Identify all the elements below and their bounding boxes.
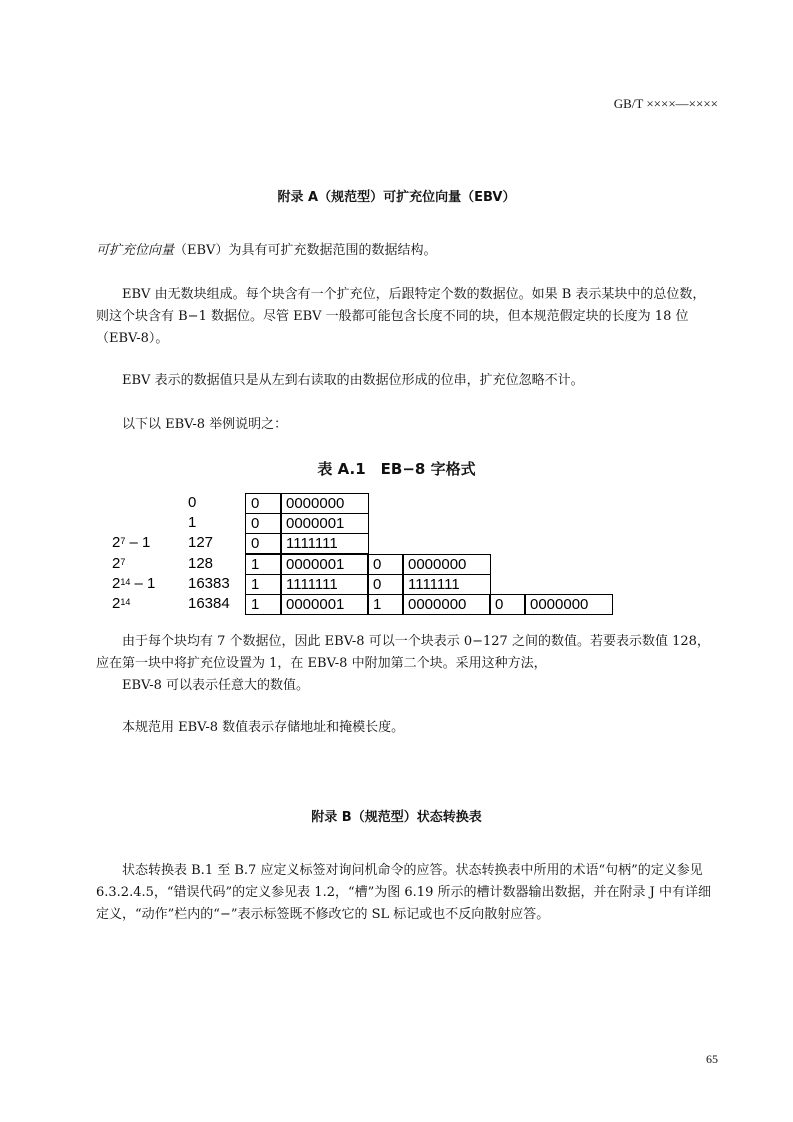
paragraph-example-intro: 以下以 EBV-8 举例说明之：: [122, 417, 288, 432]
data-bits-cell: 0000001: [280, 554, 369, 575]
paragraph-block-explanation: 由于每个块均有 7 个数据位，因此 EBV-8 可以一个块表示 0−127 之间的数值。若要表示数值 128，应在第一块中将扩充位设置为 1，在 EBV-8 中附加第二个块。采用这种方法，: [96, 634, 710, 671]
data-bits-cell: 0000001: [280, 513, 369, 534]
extension-bit-cell: 0: [489, 594, 526, 615]
row-value: 128: [188, 554, 214, 572]
row-value: 127: [188, 534, 214, 552]
exponent: 7: [120, 556, 126, 567]
data-bits-cell: 0000000: [280, 493, 369, 514]
table-title: 表 A.1 EB−8 字格式: [317, 460, 476, 478]
exponent: 14: [120, 576, 131, 587]
paragraph-arbitrary-values: EBV-8 可以表示任意大的数值。: [122, 678, 310, 693]
extension-bit-cell: 0: [367, 574, 404, 595]
row-label: $2^{14} - 1$: [112, 574, 156, 592]
paragraph-usage: 本规范用 EBV-8 数值表示存储地址和掩模长度。: [122, 720, 405, 735]
extension-bit-cell: 1: [245, 554, 282, 575]
extension-bit-cell: 0: [245, 493, 282, 514]
extension-bit-cell: 0: [245, 533, 282, 554]
definition-paragraph: [96, 240, 718, 262]
data-bits-cell: 0000000: [524, 594, 613, 615]
extension-bit-cell: 0: [367, 554, 404, 575]
data-bits-cell: 1111111: [280, 533, 369, 554]
extension-bit-cell: 0: [245, 513, 282, 534]
row-label: $2^7 - 1$: [112, 534, 151, 552]
data-bits-cell: 1111111: [402, 574, 491, 595]
row-value: 16383: [188, 574, 230, 592]
extension-bit-cell: 1: [245, 574, 282, 595]
paragraph-ebv-value: EBV 表示的数据值只是从左到右读取的由数据位形成的位串，扩充位忽略不计。: [122, 373, 584, 388]
exponent: 14: [120, 597, 131, 607]
extension-bit-cell: 1: [245, 594, 282, 615]
paragraph-ebv-structure: EBV 由无数块组成。每个块含有一个扩充位，后跟特定个数的数据位。如果 B 表示某块中的总位数，则这个块含有 B−1 数据位。尽管 EBV 一般都可能包含长度不同的块，但本规范假定块的长度为 18 位（EBV-8）。: [96, 287, 706, 346]
appendix-b-title: 附录 B（规范型）状态转换表: [311, 810, 482, 825]
row-label: $2^{14}$: [112, 595, 131, 612]
data-bits-cell: 0000001: [280, 594, 369, 615]
row-value: 0: [188, 494, 197, 511]
data-bits-cell: 0000000: [402, 594, 491, 615]
definition-text: （EBV）为具有可扩充数据范围的数据结构。: [174, 243, 437, 258]
page-number: 65: [706, 1052, 718, 1066]
document-code: GB/T ××××—××××: [613, 96, 718, 111]
data-bits-cell: 0000000: [402, 554, 491, 575]
paragraph-state-tables: 状态转换表 B.1 至 B.7 应定义标签对询问机命令的应答。状态转换表中所用的术语“句柄”的定义参见 6.3.2.4.5，“错误代码”的定义参见表 1.2，“槽”为图 6.19 所示的槽计数器输出数据，并在附录 J 中有详细定义，“动作”栏内的“−”表示标签既不修改它的 SL 标记或也不反向散射应答。: [96, 863, 711, 922]
exponent: 7: [120, 536, 126, 547]
row-value: 1: [188, 514, 197, 532]
row-label: $2^7$: [112, 554, 126, 572]
row-value: 16384: [188, 595, 230, 612]
definition-term: 可扩充位向量: [96, 243, 175, 258]
appendix-a-title: 附录 A（规范型）可扩充位向量（EBV）: [277, 190, 516, 205]
data-bits-cell: 1111111: [280, 574, 369, 595]
extension-bit-cell: 1: [367, 594, 404, 615]
